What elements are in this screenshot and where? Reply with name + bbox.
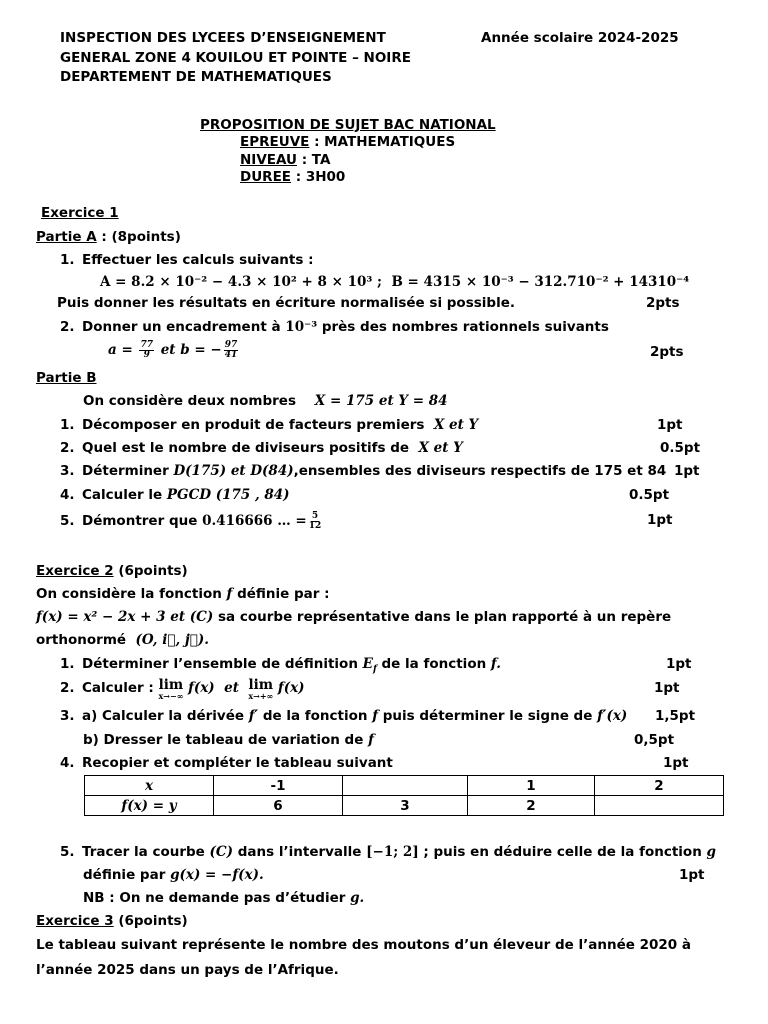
exercise2-ortho: [36, 631, 209, 649]
partA-q2-number: 2.: [60, 319, 75, 335]
table-cell: 3: [343, 796, 468, 816]
partB-q5-points: 1pt: [647, 512, 673, 528]
exercise2-q4-points: 1pt: [663, 755, 689, 771]
duree-value: : 3H00: [291, 169, 346, 185]
exercise2-q3-text: a) Calculer la dérivée: [82, 708, 245, 724]
table-cell: -1: [214, 776, 343, 796]
partA-q1-followup: Puis donner les résultats en écriture normalisée si possible.: [57, 295, 515, 311]
limit2-bottom: x→+∞: [248, 691, 274, 701]
partB-q5-denominator: 12: [308, 520, 322, 531]
header-line-1: INSPECTION DES LYCEES D’ENSEIGNEMENT: [60, 30, 386, 46]
partB-q1: [60, 416, 478, 434]
epreuve-line: [240, 133, 455, 151]
exercise2-heading: [36, 562, 188, 580]
exercise2-q3b-points: 0,5pt: [634, 732, 675, 748]
exercise2-definition: [36, 608, 671, 626]
exercise2-q2-number: 2.: [60, 680, 75, 696]
partB-q2: [60, 439, 463, 457]
fraction-mid: et b = −: [156, 342, 222, 358]
limit1-bottom: x→−∞: [158, 691, 184, 701]
fraction-b: [224, 341, 239, 360]
exercise3-line2: l’année 2025 dans un pays de l’Afrique.: [36, 962, 339, 978]
limit2-top: lim: [248, 677, 274, 693]
partB-intro: [83, 392, 448, 410]
exercise2-q1-text: Déterminer l’ensemble de définition: [82, 656, 358, 672]
formula-B: B = 4315 × 10⁻³ − 312.710⁻² + 14310⁻⁴: [391, 274, 690, 290]
duree-label: DUREE: [240, 169, 292, 185]
partB-label: Partie B: [36, 370, 97, 386]
header-line-2: GENERAL ZONE 4 KOUILOU ET POINTE – NOIRE: [60, 50, 411, 66]
exercise2-q3-points: 1,5pt: [655, 708, 696, 724]
partB-q5-math: 0.416666 … =: [202, 513, 307, 529]
table-cell: f(x) = y: [85, 796, 214, 816]
header-line-3: DEPARTEMENT DE MATHEMATIQUES: [60, 69, 332, 85]
exercise2-def-math: f(x) = x² − 2x + 3 et (C): [36, 609, 214, 625]
exam-title: PROPOSITION DE SUJET BAC NATIONAL: [200, 117, 496, 133]
exercise2-q3b: [83, 731, 374, 749]
table-row: [85, 796, 724, 816]
exercise2-nb-math: g.: [350, 890, 365, 906]
partB-q2-number: 2.: [60, 440, 75, 456]
limit-et: et: [224, 680, 239, 696]
fraction-a: [139, 341, 154, 360]
exercise3-title: Exercice 3: [36, 913, 114, 929]
partB-intro-text: On considère deux nombres: [83, 393, 296, 409]
table-cell: [343, 776, 468, 796]
partB-q1-text: Décomposer en produit de facteurs premiers: [82, 417, 425, 433]
exercise2-q1-sub: f: [372, 664, 377, 675]
partA-q2-power: 10⁻³: [285, 319, 318, 335]
exercise2-q2-text: Calculer :: [82, 680, 154, 696]
exercise2-q2: [60, 679, 305, 700]
exercise2-q3b-text: b) Dresser le tableau de variation de: [83, 732, 364, 748]
table-row: [85, 776, 724, 796]
exercise2-q5-rest: ; puis en déduire celle de la fonction: [423, 844, 702, 860]
niveau-label: NIVEAU: [240, 152, 297, 168]
exercise2-q5-points: 1pt: [679, 867, 705, 883]
partA-points: : (8points): [96, 229, 181, 245]
exercise2-q4-number: 4.: [60, 755, 75, 771]
partA-q1-formulas: [100, 273, 689, 291]
niveau-line: [240, 151, 330, 169]
exercise2-q5-line2: [83, 866, 264, 884]
exercise2-points: (6points): [113, 563, 188, 579]
partB-q3-text: Déterminer: [82, 463, 169, 479]
exercise3-heading: [36, 912, 188, 930]
exercise2-nb: [83, 889, 364, 907]
exercise2-q1-rest: de la fonction: [381, 656, 487, 672]
exercise2-q1: [60, 655, 501, 679]
table-cell: 1: [468, 776, 595, 796]
fraction-b-numerator: 97: [224, 340, 238, 350]
partB-q1-math: X et Y: [433, 417, 479, 433]
niveau-value: : TA: [297, 152, 331, 168]
exercise2-q3-m2: f: [372, 708, 379, 724]
partB-q2-points: 0.5pt: [660, 440, 701, 456]
exercise2-intro-text: On considère la fonction: [36, 586, 222, 602]
exercise2-intro: [36, 585, 330, 603]
limit1-fx: f(x): [188, 680, 215, 696]
exercise2-q5-line2-text: définie par: [83, 867, 166, 883]
partA-label: Partie A: [36, 229, 97, 245]
fraction-b-denominator: 41: [224, 350, 238, 360]
exercise2-q3-rest: puis déterminer le signe de: [382, 708, 593, 724]
exercise3-line1: Le tableau suivant représente le nombre des moutons d’un éleveur de l’année 2020 à: [36, 937, 692, 953]
exercise2-q5-line2-math: g(x) = −f(x).: [170, 867, 264, 883]
partA-q1-points: 2pts: [646, 295, 680, 311]
exercise2-q3b-math: f: [368, 732, 374, 748]
partB-q5: [60, 510, 323, 532]
exercise2-intro-f: f: [226, 586, 233, 602]
limit-minus-infinity: [159, 679, 184, 700]
exercise2-ortho-text: orthonormé: [36, 632, 127, 648]
partB-q5-text: Démontrer que: [82, 513, 198, 529]
exercise2-def-rest: sa courbe représentative dans le plan rapporté à un repère: [218, 609, 672, 625]
partA-heading: [36, 228, 181, 246]
exercise2-q5-m3: g: [706, 844, 716, 860]
partB-q5-fraction: [309, 512, 322, 531]
exercise2-q3-mid: de la fonction: [262, 708, 368, 724]
partB-q2-text: Quel est le nombre de diviseurs positifs de: [82, 440, 410, 456]
exercise2-q1-points: 1pt: [666, 656, 692, 672]
partB-q1-number: 1.: [60, 417, 75, 433]
fraction-a-lhs: a =: [108, 342, 133, 358]
partB-q3: [60, 462, 666, 480]
exercise2-q3-m1: f′: [248, 708, 259, 724]
exercise2-intro-rest: définie par :: [237, 586, 330, 602]
exercise2-q5-text: Tracer la courbe: [82, 844, 205, 860]
table-cell: x: [85, 776, 214, 796]
exercise2-q2-points: 1pt: [654, 680, 680, 696]
partB-q5-number: 5.: [60, 513, 75, 529]
exercise2-q5-m1: (C): [209, 844, 234, 860]
partB-q3-points: 1pt: [674, 463, 700, 479]
exercise2-q5-number: 5.: [60, 844, 75, 860]
partB-q4-number: 4.: [60, 487, 75, 503]
exercise2-q3a: [60, 707, 627, 725]
partB-q3-math: D(175) et D(84): [173, 463, 294, 479]
partB-q4: [60, 486, 290, 504]
exercise1-title: Exercice 1: [41, 205, 119, 221]
partB-q5-numerator: 5: [311, 510, 319, 521]
exercise2-q5-mid: dans l’intervalle: [237, 844, 362, 860]
exercise2-nb-text: NB : On ne demande pas d’étudier: [83, 890, 346, 906]
partB-q4-math: PGCD (175 , 84): [166, 487, 290, 503]
partB-q3-number: 3.: [60, 463, 75, 479]
exercise2-q3-number: 3.: [60, 708, 75, 724]
exercise2-q5: [60, 843, 716, 861]
exercise2-q3-m3: f′(x): [597, 708, 628, 724]
exercise2-q5-m2: [−1; 2]: [366, 844, 419, 860]
table-cell: 2: [468, 796, 595, 816]
partA-q2-fractions: [108, 339, 240, 361]
limit-plus-infinity: [248, 679, 273, 700]
partB-q2-math: X et Y: [418, 440, 463, 456]
partA-q1: [60, 251, 314, 269]
school-year: Année scolaire 2024-2025: [481, 30, 679, 46]
fraction-a-numerator: 77: [140, 340, 153, 350]
partA-q2: [60, 318, 609, 336]
exercise3-points: (6points): [113, 913, 188, 929]
exercise2-q4-text: Recopier et compléter le tableau suivant: [82, 755, 393, 771]
exercise2-q4: [60, 754, 393, 772]
table-cell: 6: [214, 796, 343, 816]
partB-intro-math: X = 175 et Y = 84: [314, 393, 448, 409]
table-cell: 2: [595, 776, 724, 796]
partB-q1-points: 1pt: [657, 417, 683, 433]
partA-q1-text: Effectuer les calculs suivants :: [82, 252, 314, 268]
exercise2-title: Exercice 2: [36, 563, 114, 579]
partA-q2-points: 2pts: [650, 344, 684, 360]
partB-q3-rest: ,ensembles des diviseurs respectifs de 175 et 84: [293, 463, 667, 479]
exercise2-q1-f: f.: [490, 656, 501, 672]
table-cell: [595, 796, 724, 816]
formula-A: A = 8.2 × 10⁻² − 4.3 × 10² + 8 × 10³ ;: [100, 274, 383, 290]
limit1-top: lim: [158, 677, 184, 693]
limit2-fx: f(x): [277, 680, 305, 696]
values-table: [84, 775, 724, 816]
exercise2-q1-math: E: [362, 656, 373, 672]
duree-line: [240, 168, 345, 186]
partB-q4-text: Calculer le: [82, 487, 163, 503]
partB-q4-points: 0.5pt: [629, 487, 670, 503]
epreuve-value: : MATHEMATIQUES: [309, 134, 456, 150]
exercise2-ortho-math: (O, i⃗, j⃗).: [135, 632, 209, 648]
fraction-a-denominator: 9: [143, 350, 150, 360]
partA-q1-number: 1.: [60, 252, 75, 268]
epreuve-label: EPREUVE: [240, 134, 310, 150]
exercise2-q1-number: 1.: [60, 656, 75, 672]
partA-q2-text-post: près des nombres rationnels suivants: [317, 319, 609, 335]
partA-q2-text-pre: Donner un encadrement à: [82, 319, 286, 335]
